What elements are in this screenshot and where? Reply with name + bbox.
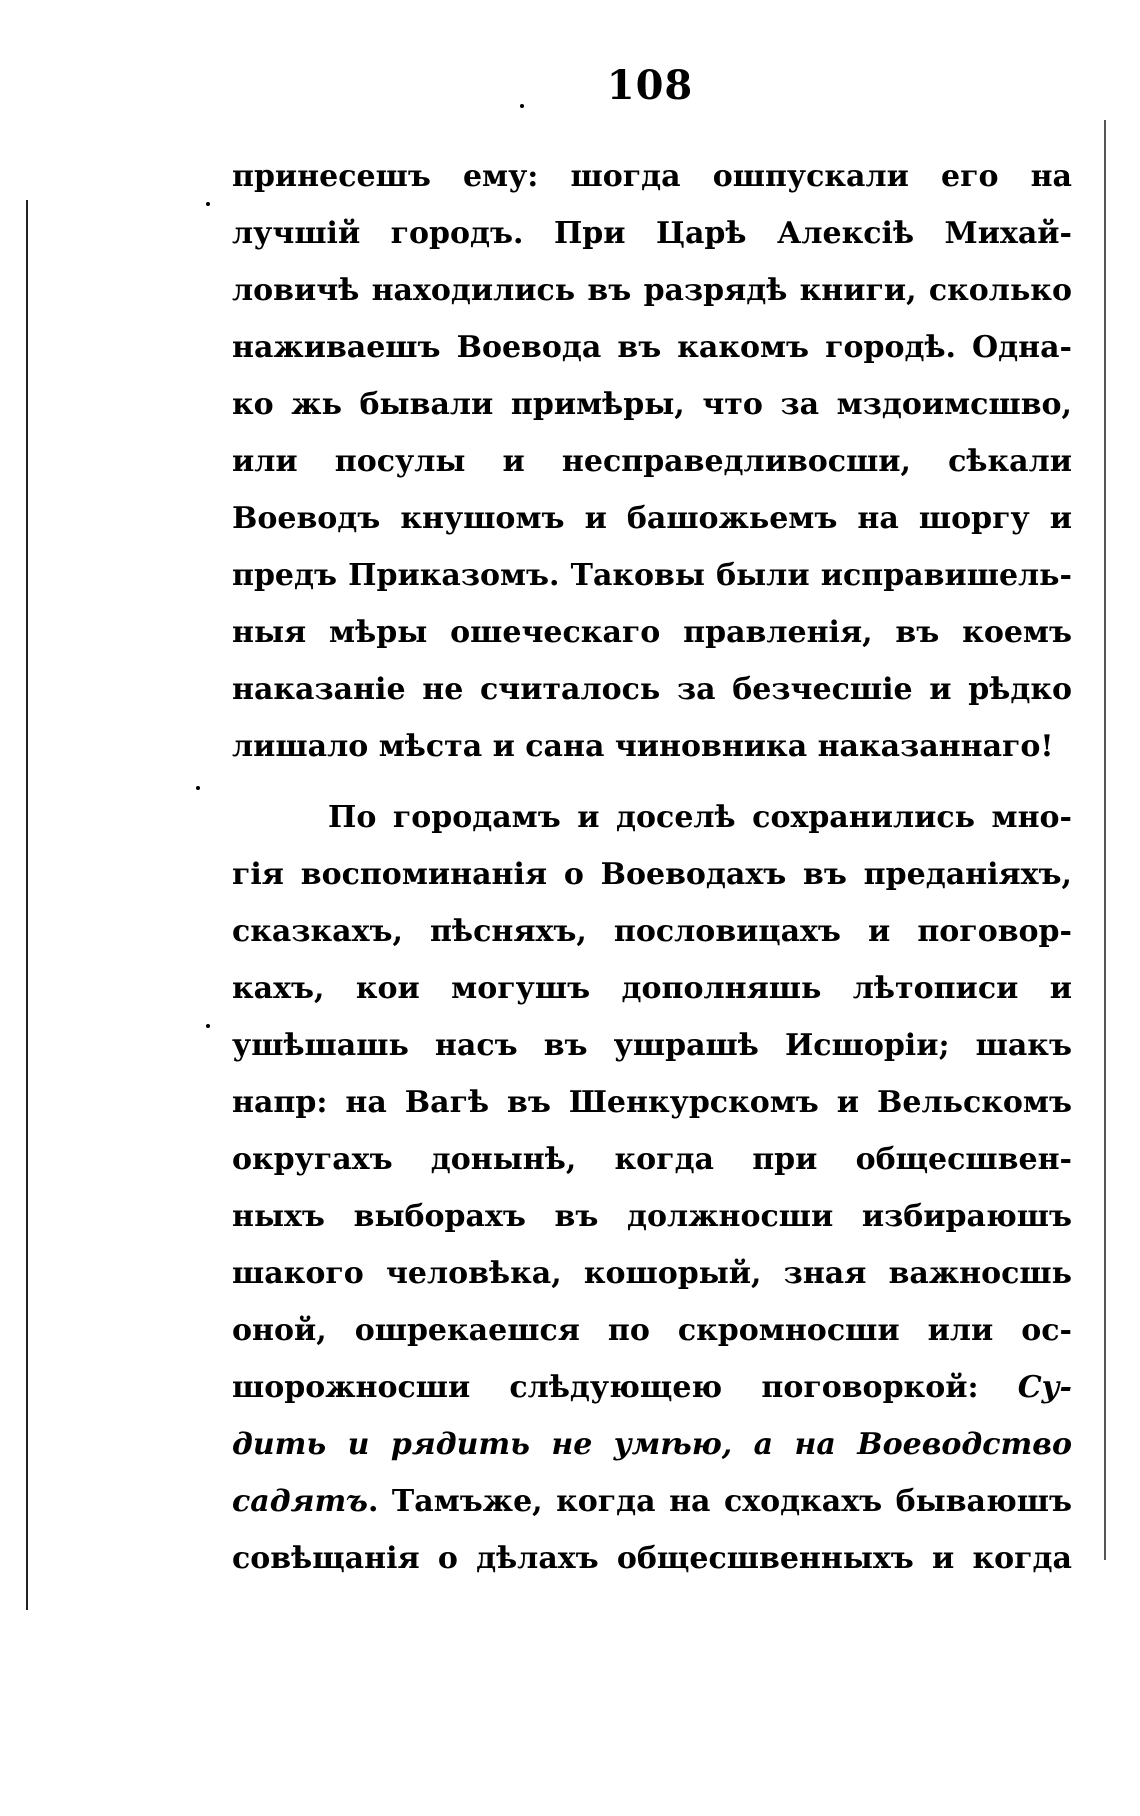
text-line: ушѣшашь насъ въ ушрашѣ Исшоріи; шакъ <box>232 1028 1072 1063</box>
text-line: ныя мѣры ошеческаго правленія, въ коемъ <box>232 615 1072 650</box>
scan-speck <box>206 202 210 206</box>
text-line: гія воспоминанія о Воеводахъ въ преданіяхъ, <box>232 857 1072 892</box>
proverb-italic: садятъ <box>232 1484 368 1519</box>
text-line: напр: на Вагѣ въ Шенкурскомъ и Вельскомъ <box>232 1085 1072 1120</box>
scan-edge-left <box>26 200 28 1610</box>
scan-edge-right <box>1104 120 1106 1560</box>
text-line <box>232 1359 1072 1416</box>
text-line: кахъ, кои могушъ дополняшь лѣтописи и <box>232 971 1072 1006</box>
text-line: предъ Приказомъ. Таковы были исправишель- <box>232 558 1072 593</box>
text-line: или посулы и несправедливосши, сѣкали <box>232 444 1072 479</box>
body-text <box>232 148 1072 1587</box>
text-line: ныхъ выборахъ въ должносши избираюшъ <box>232 1199 1072 1234</box>
scan-speck <box>196 786 200 790</box>
text-line: лишало мѣста и сана чиновника наказаннаго! <box>232 729 1054 764</box>
paragraph-2 <box>232 789 1072 1587</box>
text-line: наживаешъ Воевода въ какомъ городѣ. Одна- <box>232 330 1072 365</box>
text-line: Воеводъ кнушомъ и башожьемъ на шоргу и <box>232 501 1072 536</box>
text-line <box>232 1473 1072 1530</box>
text-line: оной, ошрекаешся по скромносши или ос- <box>232 1313 1072 1348</box>
proverb-italic: Су- <box>1017 1370 1072 1405</box>
text-line: принесешъ ему: шогда ошпускали его на <box>232 159 1072 194</box>
proverb-italic-line: дить и рядить не умѣю, а на Воеводство <box>232 1427 1072 1462</box>
text-segment: . Тамъже, когда на сходкахъ бываюшъ <box>368 1484 1072 1519</box>
text-segment: шорожносши слѣдующею поговоркой: <box>232 1370 979 1405</box>
text-line: По городамъ и доселѣ сохранились мно- <box>328 800 1072 835</box>
text-line: ловичѣ находились въ разрядѣ книги, сколько <box>232 273 1072 308</box>
text-line: совѣщанія о дѣлахъ общесшвенныхъ и когда <box>232 1541 1072 1576</box>
text-line: наказаніе не считалось за безчесшіе и рѣдко <box>232 672 1072 707</box>
text-line: лучшій городъ. При Царѣ Алексіѣ Михай- <box>232 216 1072 251</box>
paragraph-1 <box>232 148 1072 775</box>
text-line: сказкахъ, пѣсняхъ, пословицахъ и поговор- <box>232 914 1072 949</box>
text-line: округахъ донынѣ, когда при общесшвен- <box>232 1142 1072 1177</box>
page-number: 108 <box>606 62 694 109</box>
scan-speck <box>206 1024 210 1028</box>
text-line: шакого человѣка, кошорый, зная важносшь <box>232 1256 1072 1291</box>
text-line: ко жь бывали примѣры, что за мздоимсшво, <box>232 387 1072 422</box>
